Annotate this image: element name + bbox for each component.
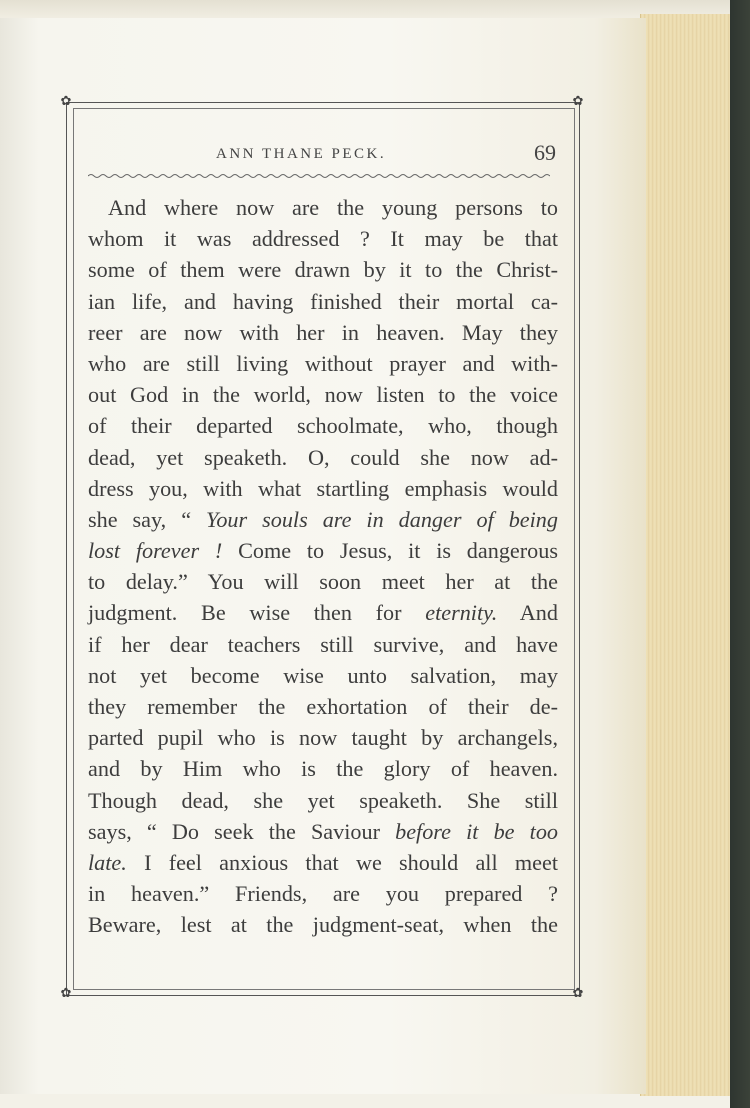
- body-text: [88, 192, 558, 941]
- text-line: [88, 192, 558, 223]
- text-line: [88, 909, 558, 940]
- page-edges: [640, 14, 733, 1096]
- italic-text: late.: [88, 849, 127, 875]
- text-line: [88, 722, 558, 753]
- text-run: I feel anxious that we should all meet: [126, 849, 558, 875]
- running-head: ANN THANE PECK.: [216, 146, 387, 162]
- italic-text: lost forever !: [88, 538, 223, 564]
- text-line: [88, 753, 558, 784]
- book-cover-edge: [730, 0, 750, 1108]
- corner-ornament-top-right-icon: ✿: [572, 94, 584, 109]
- text-run: of their departed schoolmate, who, though: [88, 413, 558, 439]
- italic-text: before it be too: [395, 818, 559, 844]
- scan-top-shadow: [0, 0, 750, 20]
- text-run: And where now are the young persons to: [108, 195, 558, 220]
- text-line: [88, 410, 558, 441]
- text-run: reer are now with her in heaven. May they: [88, 319, 558, 345]
- text-line: [88, 691, 558, 722]
- text-run: not yet become wise unto salvation, may: [88, 662, 558, 688]
- page-number: 69: [534, 140, 556, 165]
- header-rule-ornament: [88, 172, 550, 180]
- text-run: Come to Jesus, it is dangerous: [222, 538, 558, 564]
- text-line: [88, 878, 558, 909]
- text-line: [88, 223, 558, 254]
- text-run: they remember the exhortation of their de-: [88, 694, 558, 719]
- text-line: [88, 473, 558, 504]
- corner-ornament-bottom-right-icon: ✿: [572, 986, 584, 1001]
- text-run: and by Him who is the glory of heaven.: [88, 756, 558, 782]
- text-run: And: [497, 600, 558, 626]
- corner-ornament-top-left-icon: ✿: [60, 94, 72, 109]
- text-run: Though dead, she yet speaketh. She still: [88, 787, 558, 813]
- text-line: [88, 785, 558, 816]
- text-line: [88, 629, 558, 660]
- text-line: [88, 348, 558, 379]
- text-run: whom it was addressed ? It may be that: [88, 226, 558, 252]
- text-run: parted pupil who is now taught by archangels,: [88, 725, 558, 751]
- text-run: in heaven.” Friends, are you prepared ?: [88, 881, 558, 907]
- text-run: if her dear teachers still survive, and have: [88, 631, 558, 657]
- italic-text: eternity.: [425, 600, 498, 626]
- text-run: dress you, with what startling emphasis would: [88, 475, 558, 501]
- text-run: who are still living without prayer and with-: [88, 350, 558, 376]
- text-line: [88, 379, 558, 410]
- text-line: [88, 566, 558, 597]
- text-line: [88, 660, 558, 691]
- text-run: to delay.” You will soon meet her at the: [88, 569, 558, 595]
- text-run: dead, yet speaketh. O, could she now ad-: [88, 444, 558, 470]
- text-line: [88, 286, 558, 317]
- text-run: ian life, and having finished their mortal ca-: [88, 288, 558, 314]
- text-run: some of them were drawn by it to the Christ-: [88, 257, 558, 283]
- text-line: [88, 504, 558, 535]
- text-run: out God in the world, now listen to the voice: [88, 382, 558, 408]
- text-line: [88, 535, 558, 566]
- text-run: Beware, lest at the judgment-seat, when the: [88, 912, 558, 938]
- italic-text: Your souls are in danger of being: [206, 506, 558, 532]
- text-line: [88, 816, 558, 847]
- text-line: [88, 442, 558, 473]
- text-line: [88, 317, 558, 348]
- text-run: says, “ Do seek the Saviour: [88, 818, 396, 844]
- text-line: [88, 597, 558, 628]
- corner-ornament-bottom-left-icon: ✿: [60, 986, 72, 1001]
- page-header: [88, 140, 558, 170]
- text-line: [88, 254, 558, 285]
- text-line: [88, 847, 558, 878]
- text-run: judgment. Be wise then for: [88, 600, 426, 626]
- text-run: she say, “: [88, 506, 207, 532]
